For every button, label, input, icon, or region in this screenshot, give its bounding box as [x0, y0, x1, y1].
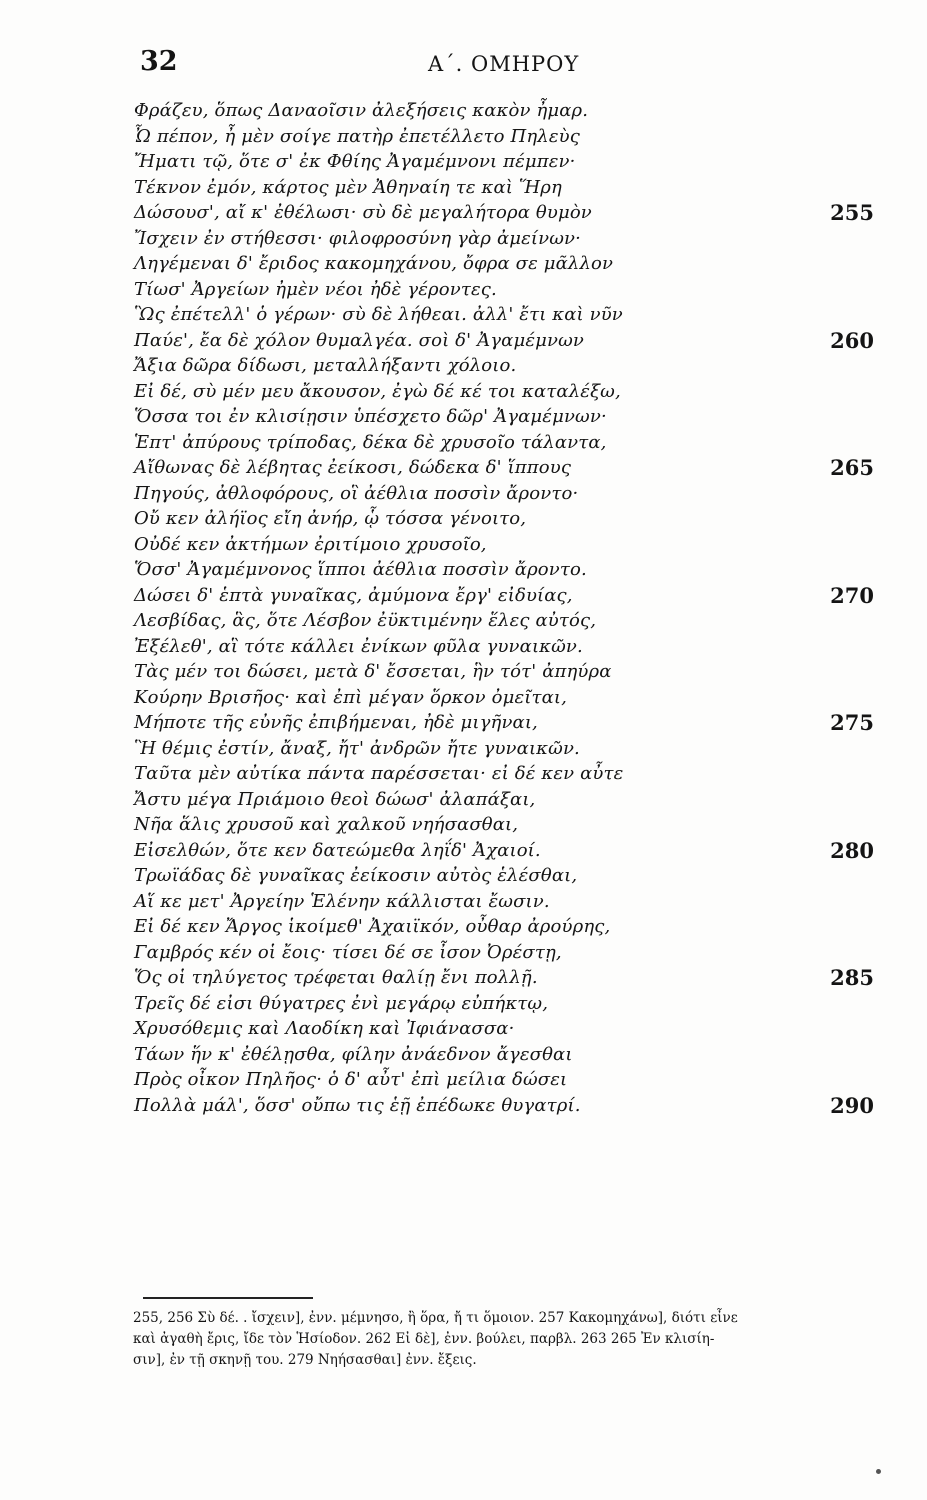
- verse-line: [134, 277, 874, 303]
- page-header: [140, 46, 880, 80]
- verse-line: [134, 863, 874, 889]
- verse-line: [134, 353, 874, 379]
- verse-line: [134, 761, 874, 787]
- line-number: 260: [830, 327, 874, 353]
- verse-text: Εἰ δέ κεν Ἄργος ἱκοίμεθ' Ἀχαιϊκόν, οὖθαρ ἀρούρης,: [134, 916, 611, 937]
- verse-text: Πρὸς οἶκον Πηλῆος· ὁ δ' αὖτ' ἐπὶ μείλια δώσει: [134, 1069, 568, 1090]
- verse-text: Ἄξια δῶρα δίδωσι, μεταλλήξαντι χόλοιο.: [134, 355, 517, 376]
- verse-text: Ἣ θέμις ἐστίν, ἄναξ, ἤτ' ἀνδρῶν ἤτε γυναικῶν.: [134, 737, 580, 759]
- verse-line: [134, 379, 874, 405]
- verse-text: Τίωσ' Ἀργείων ἠμὲν νέοι ἠδὲ γέροντες.: [134, 278, 497, 300]
- verse-line: [134, 812, 874, 838]
- line-number: 255: [830, 200, 874, 225]
- verse-text: Τάων ἥν κ' ἐθέλῃσθα, φίλην ἀνάεδνον ἄγεσθαι: [134, 1043, 573, 1065]
- verse-text: Χρυσόθεμις καὶ Λαοδίκη καὶ Ἰφιάνασσα·: [134, 1018, 515, 1039]
- line-number: 265: [830, 455, 874, 480]
- verse-line: [134, 404, 874, 430]
- running-head: Α΄. ΟΜΗΡΟΥ: [428, 52, 580, 76]
- line-number: 280: [830, 837, 874, 863]
- footnote-rule: [143, 1297, 313, 1299]
- verse-text: Τρωϊάδας δὲ γυναῖκας ἐείκοσιν αὐτὸς ἑλέσθαι,: [134, 865, 578, 886]
- verse-line: [134, 532, 874, 558]
- verse-line: [134, 200, 874, 226]
- line-number: 290: [830, 1092, 874, 1118]
- verse-line: [134, 940, 874, 966]
- verse-line: [134, 251, 874, 277]
- verse-line: [134, 1042, 874, 1068]
- verse-line: [134, 583, 874, 609]
- print-speck: [876, 1469, 881, 1474]
- footnote-line: 255, 256 Σὺ δέ. . ἴσχειν], ἐνν. μέμνησο, ἢ ὅρα, ἤ τι ὅμοιον. 257 Κακομηχάνω], διότι εἶνε: [133, 1310, 738, 1326]
- verse-text: Ἴσχειν ἐν στήθεσσι· φιλοφροσύνη γὰρ ἀμείνων·: [134, 227, 582, 249]
- verse-line: [134, 1016, 874, 1042]
- verse-line: [134, 175, 874, 201]
- footnote-line: σιν], ἐν τῇ σκηνῇ του. 279 Νηήσασθαι] ἐνν. ἔξεις.: [133, 1352, 477, 1368]
- verse-text: Φράζευ, ὅπως Δαναοῖσιν ἀλεξήσεις κακὸν ἦμαρ.: [134, 100, 589, 121]
- verse-text: Δώσει δ' ἑπτὰ γυναῖκας, ἀμύμονα ἔργ' εἰδυίας,: [134, 584, 573, 606]
- verse-line: [134, 1067, 874, 1093]
- line-number: 285: [830, 965, 874, 990]
- verse-text: Αἵ κε μετ' Ἀργείην Ἑλένην κάλλισται ἔωσιν.: [134, 890, 550, 912]
- verse-text: Γαμβρός κέν οἱ ἔοις· τίσει δέ σε ἶσον Ὀρέστῃ,: [134, 941, 562, 963]
- verse-line: [134, 481, 874, 507]
- verse-text: Εἰσελθών, ὅτε κεν δατεώμεθα ληΐδ' Ἀχαιοί.: [134, 839, 541, 861]
- verse-text: Μήποτε τῆς εὐνῆς ἐπιβήμεναι, ἠδὲ μιγῆναι,: [134, 712, 538, 733]
- verse-line: [134, 1093, 874, 1119]
- verse-line: [134, 608, 874, 634]
- verse-text: Τέκνον ἐμόν, κάρτος μὲν Ἀθηναίη τε καὶ Ἥρη: [134, 176, 562, 198]
- verse-line: [134, 506, 874, 532]
- verse-text: Ὅσσα τοι ἐν κλισίῃσιν ὑπέσχετο δῶρ' Ἀγαμέμνων·: [134, 406, 607, 427]
- verse-text: Ἤματι τῷ, ὅτε σ' ἐκ Φθίης Ἀγαμέμνονι πέμπεν·: [134, 151, 576, 172]
- verse-text: Ληγέμεναι δ' ἔριδος κακομηχάνου, ὄφρα σε μᾶλλον: [134, 253, 614, 274]
- line-number: 275: [830, 710, 874, 735]
- verse-text: Τρεῖς δέ εἰσι θύγατρες ἐνὶ μεγάρῳ εὐπήκτῳ,: [134, 992, 549, 1014]
- verse-text: Ὅσσ' Ἀγαμέμνονος ἵπποι ἀέθλια ποσσὶν ἄροντο.: [134, 559, 587, 580]
- verse-text: Ὦ πέπον, ἦ μὲν σοίγε πατὴρ ἐπετέλλετο Πηλεὺς: [134, 125, 580, 147]
- verse-text: Ὅς οἱ τηλύγετος τρέφεται θαλίῃ ἔνι πολλῇ.: [134, 967, 538, 988]
- verse-text: Κούρην Βρισῆος· καὶ ἐπὶ μέγαν ὅρκον ὀμεῖται,: [134, 686, 567, 708]
- verse-line: [134, 328, 874, 354]
- verse-line: [134, 302, 874, 328]
- verse-text: Οὐδέ κεν ἀκτήμων ἐριτίμοιο χρυσοῖο,: [134, 533, 487, 555]
- verse-line: [134, 634, 874, 660]
- verse-text: Παύε', ἔα δὲ χόλον θυμαλγέα. σοὶ δ' Ἀγαμέμνων: [134, 329, 584, 351]
- verse-text: Δώσουσ', αἴ κ' ἐθέλωσι· σὺ δὲ μεγαλήτορα θυμὸν: [134, 202, 592, 223]
- verse-text: Τὰς μέν τοι δώσει, μετὰ δ' ἔσσεται, ἣν τότ' ἀπηύρα: [134, 661, 612, 682]
- verse-line: [134, 98, 874, 124]
- footnotes: [133, 1308, 883, 1371]
- verse-text: Εἰ δέ, σὺ μέν μευ ἄκουσον, ἐγὼ δέ κέ τοι καταλέξω,: [134, 380, 621, 402]
- verse-line: [134, 430, 874, 456]
- verse-line: [134, 965, 874, 991]
- verse-text: Ἐξέλεθ', αἳ τότε κάλλει ἐνίκων φῦλα γυναικῶν.: [134, 635, 583, 657]
- verse-text: Οὔ κεν ἀλήϊος εἴη ἀνήρ, ᾧ τόσσα γένοιτο,: [134, 508, 527, 529]
- footnote-line: καὶ ἀγαθὴ ἔρις, ἴδε τὸν Ἡσίοδον. 262 Εἰ δὲ], ἐνν. βούλει, παρβλ. 263 265 Ἐν κλισίη-: [133, 1331, 715, 1347]
- verse-line: [134, 838, 874, 864]
- verse-text: Ὣς ἐπέτελλ' ὁ γέρων· σὺ δὲ λήθεαι. ἀλλ' ἔτι καὶ νῦν: [134, 304, 623, 325]
- verse-line: [134, 557, 874, 583]
- verse-line: [134, 455, 874, 481]
- verse-line: [134, 914, 874, 940]
- verse-line: [134, 226, 874, 252]
- verse-line: [134, 991, 874, 1017]
- verse-text: Ἑπτ' ἀπύρους τρίποδας, δέκα δὲ χρυσοῖο τάλαντα,: [134, 431, 607, 453]
- verse-text: Λεσβίδας, ἃς, ὅτε Λέσβον ἐϋκτιμένην ἕλες αὐτός,: [134, 610, 597, 631]
- verse-line: [134, 736, 874, 762]
- verse-line: [134, 659, 874, 685]
- verse-text: Πηγούς, ἀθλοφόρους, οἳ ἀέθλια ποσσὶν ἄροντο·: [134, 482, 579, 504]
- verse-line: [134, 710, 874, 736]
- verse-block: [134, 98, 874, 1118]
- verse-text: Πολλὰ μάλ', ὅσσ' οὔπω τις ἑῇ ἐπέδωκε θυγατρί.: [134, 1094, 581, 1116]
- verse-text: Ταῦτα μὲν αὐτίκα πάντα παρέσσεται· εἰ δέ κεν αὖτε: [134, 763, 624, 784]
- verse-line: [134, 124, 874, 150]
- verse-line: [134, 685, 874, 711]
- page-number: 32: [140, 46, 178, 77]
- verse-text: Αἴθωνας δὲ λέβητας ἐείκοσι, δώδεκα δ' ἵππους: [134, 457, 572, 478]
- line-number: 270: [830, 582, 874, 608]
- verse-text: Ἄστυ μέγα Πριάμοιο θεοὶ δώωσ' ἀλαπάξαι,: [134, 788, 536, 810]
- verse-line: [134, 787, 874, 813]
- verse-line: [134, 889, 874, 915]
- verse-line: [134, 149, 874, 175]
- verse-text: Νῆα ἅλις χρυσοῦ καὶ χαλκοῦ νηήσασθαι,: [134, 814, 519, 835]
